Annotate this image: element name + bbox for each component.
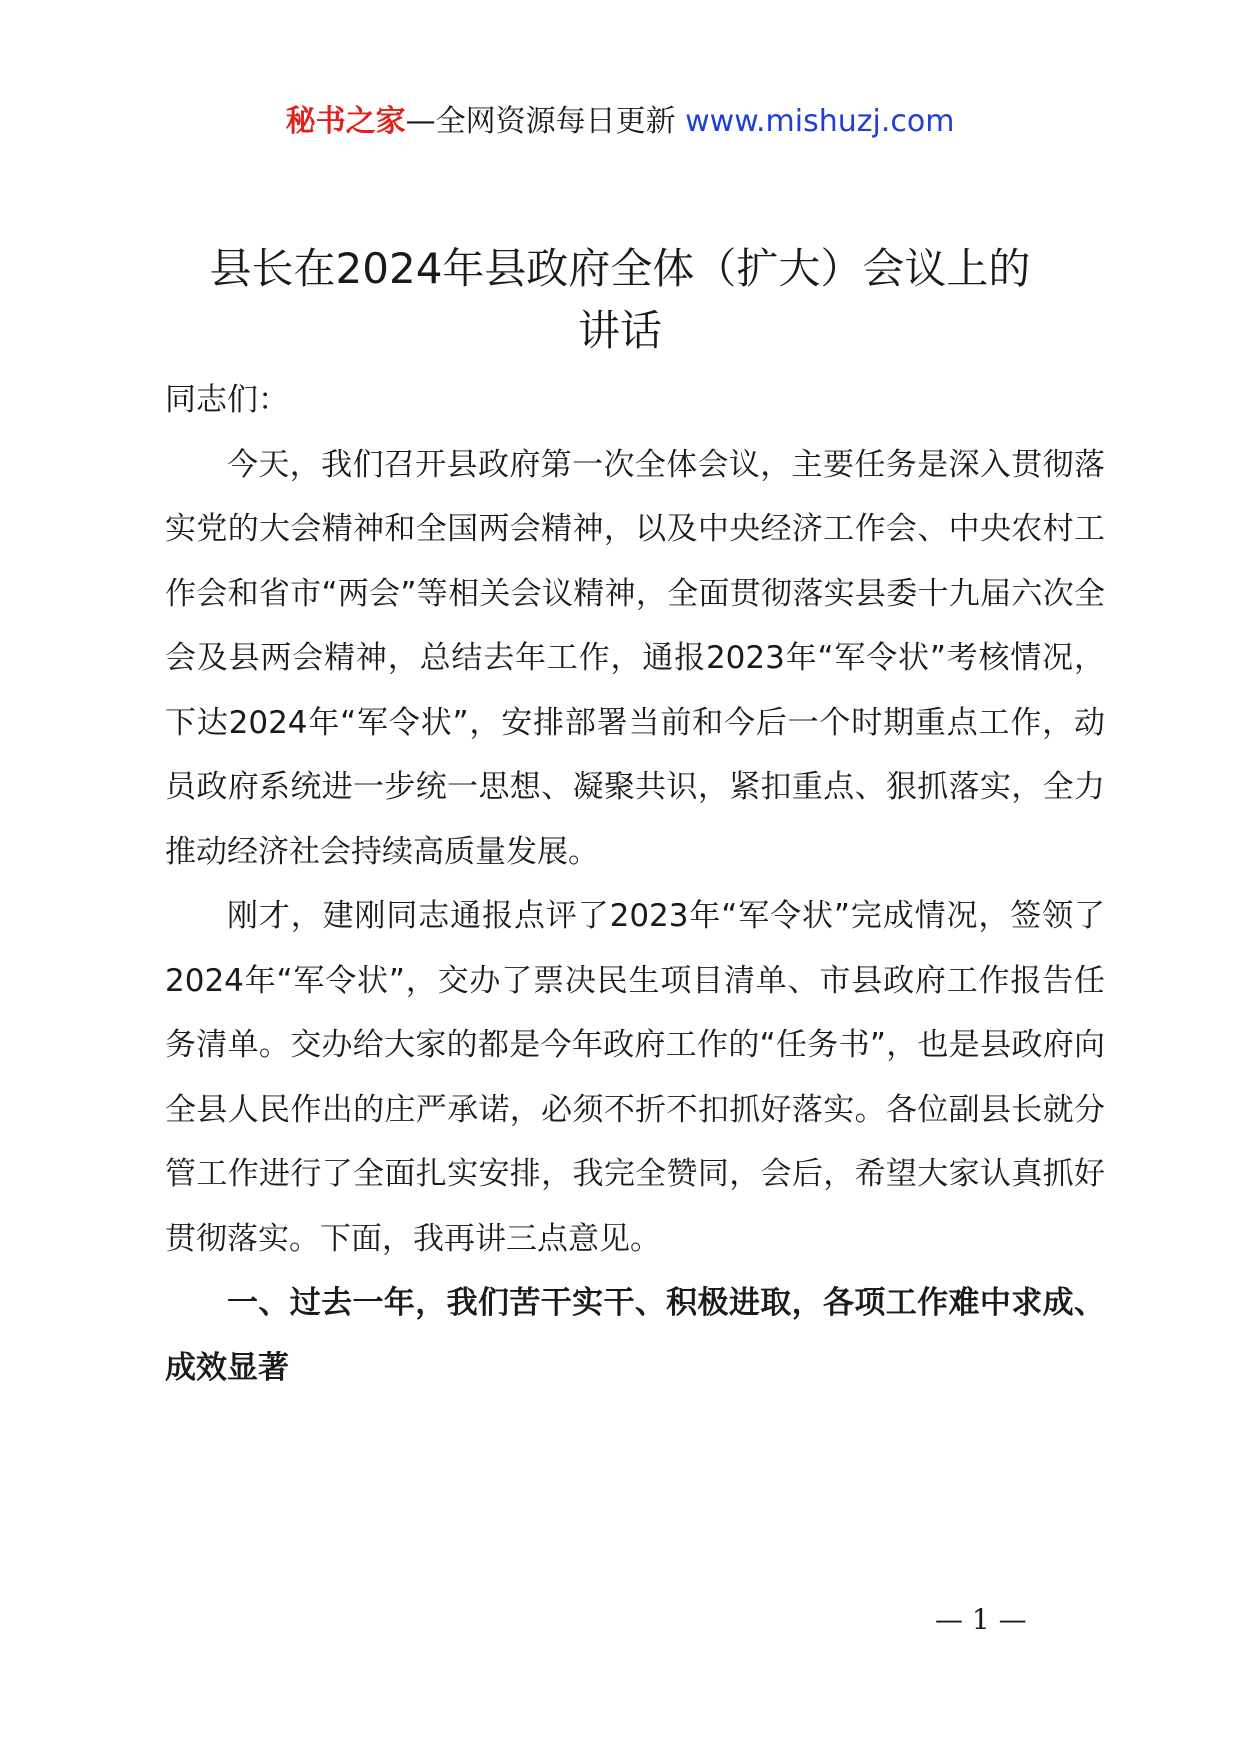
section-heading-1: 一、过去一年，我们苦干实干、积极进取，各项工作难中求成、成效显著 xyxy=(165,1285,1105,1386)
document-title xyxy=(150,238,1090,362)
paragraph-1: 今天，我们召开县政府第一次全体会议，主要任务是深入贯彻落实党的大会精神和全国两会精神，以及中央经济工作会、中央农村工作会和省市“两会”等相关会议精神，全面贯彻落实县委十九届六次全会及县两会精神，总结去年工作，通报2023年“军令状”考核情况，下达2024年“军令状”，安排部署当前和今后一个时期重点工作，动员政府系统进一步统一思想、凝聚共识，紧扣重点、狠抓落实，全力推动经济社会持续高质量发展。 xyxy=(165,446,1105,870)
salutation: 同志们： xyxy=(165,382,289,418)
document-body xyxy=(165,368,1105,1400)
site-header xyxy=(0,102,1240,142)
title-line-1: 县长在2024年县政府全体（扩大）会议上的 xyxy=(209,244,1031,293)
brand-name: 秘书之家 xyxy=(285,104,406,139)
site-url-link[interactable]: www.mishuzj.com xyxy=(685,104,955,139)
paragraph-2: 刚才，建刚同志通报点评了2023年“军令状”完成情况，签领了2024年“军令状”，交办了票决民生项目清单、市县政府工作报告任务清单。交办给大家的都是今年政府工作的“任务书”，也是县政府向全县人民作出的庄严承诺，必须不折不扣抓好落实。各位副县长就分管工作进行了全面扎实安排，我完全赞同，会后，希望大家认真抓好贯彻落实。下面，我再讲三点意见。 xyxy=(165,898,1105,1257)
title-line-2: 讲话 xyxy=(577,306,662,355)
page-number: — 1 — xyxy=(935,1603,1027,1636)
header-tagline: —全网资源每日更新 xyxy=(405,104,686,139)
